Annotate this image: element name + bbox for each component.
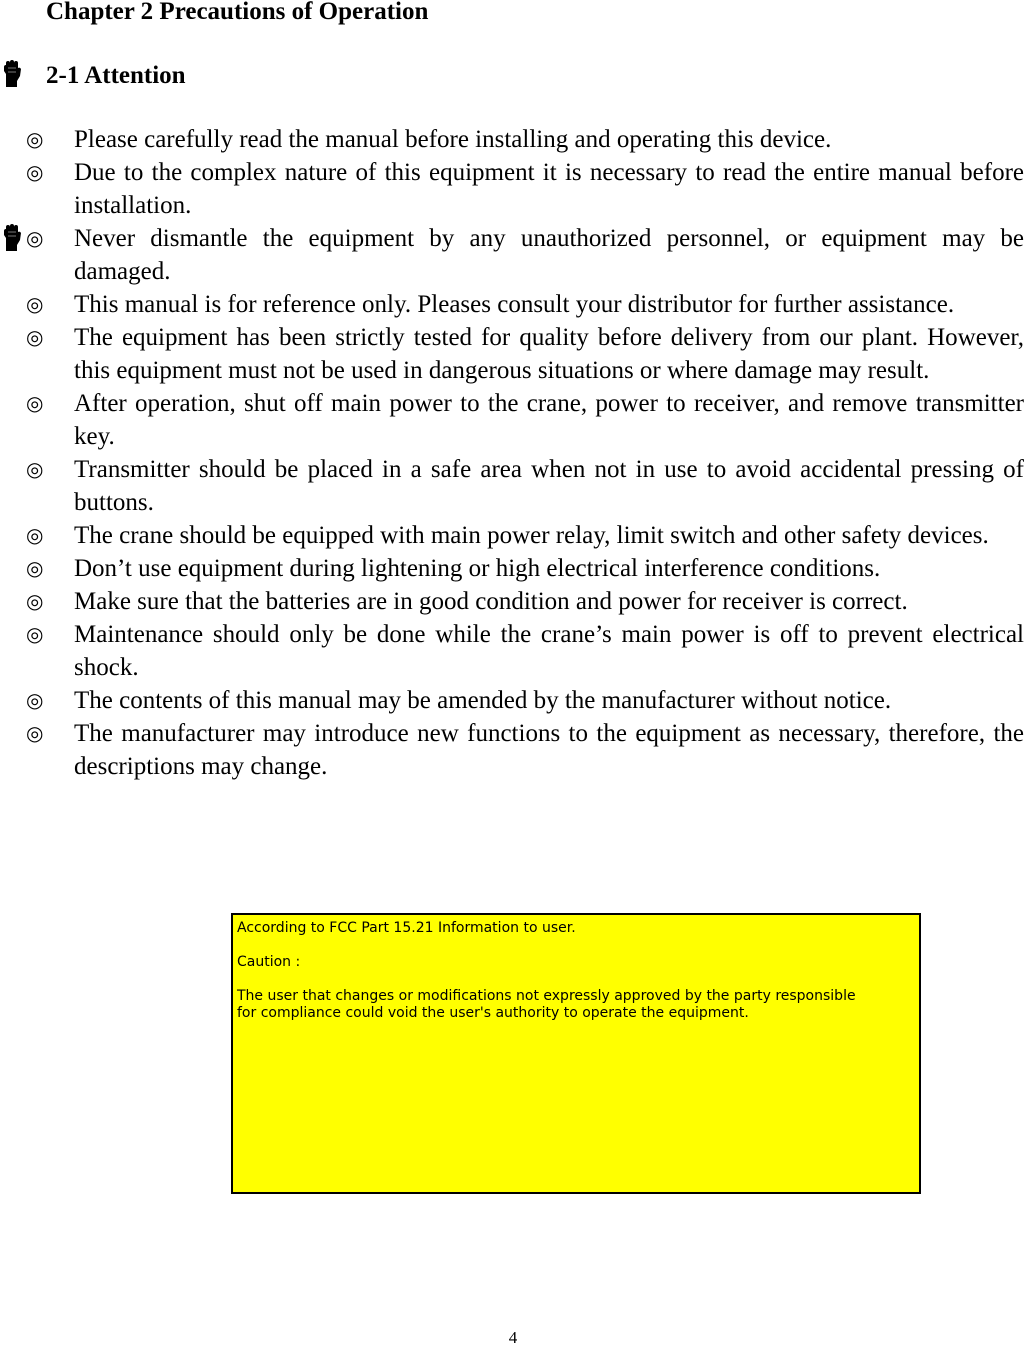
list-item <box>26 123 1024 156</box>
warning-hand-icon <box>2 60 22 88</box>
fcc-notice-box <box>231 913 921 1194</box>
list-item <box>26 684 1024 717</box>
list-item-text: Don’t use equipment during lightening or high electrical interference conditions. <box>74 555 881 582</box>
list-item-text: Make sure that the batteries are in good condition and power for receiver is correct. <box>74 588 908 615</box>
bullet-mark: ◎ <box>26 391 44 415</box>
list-item-text: Maintenance should only be done while the crane’s main power is off to prevent electrical shock. <box>74 621 1024 681</box>
fcc-caution-label: Caution : <box>237 954 301 970</box>
bullet-mark: ◎ <box>26 523 44 547</box>
list-item-text: Please carefully read the manual before installing and operating this device. <box>74 126 832 153</box>
list-item-text: After operation, shut off main power to the crane, power to receiver, and remove transmitter key. <box>74 390 1024 450</box>
attention-list <box>26 123 1024 783</box>
list-item <box>26 321 1024 387</box>
list-item-text: The manufacturer may introduce new functions to the equipment as necessary, therefore, the descriptions may change. <box>74 720 1024 780</box>
list-item <box>26 519 1024 552</box>
fcc-notice-heading: According to FCC Part 15.21 Information to user. <box>237 920 576 936</box>
bullet-mark: ◎ <box>26 160 44 184</box>
list-item <box>26 717 1024 783</box>
list-item-text: This manual is for reference only. Pleases consult your distributor for further assistance. <box>74 291 955 318</box>
list-item-text: Due to the complex nature of this equipment it is necessary to read the entire manual before installation. <box>74 159 1024 219</box>
warning-hand-icon <box>2 224 22 252</box>
list-item <box>26 618 1024 684</box>
list-item <box>26 222 1024 288</box>
list-item <box>26 387 1024 453</box>
bullet-mark: ◎ <box>26 688 44 712</box>
page-number: 4 <box>508 1328 518 1347</box>
bullet-mark: ◎ <box>26 622 44 646</box>
list-item <box>26 156 1024 222</box>
list-item-text: Transmitter should be placed in a safe area when not in use to avoid accidental pressing of buttons. <box>74 456 1024 516</box>
list-item <box>26 552 1024 585</box>
bullet-mark: ◎ <box>26 556 44 580</box>
chapter-title: Chapter 2 Precautions of Operation <box>46 0 429 25</box>
bullet-mark: ◎ <box>26 127 44 151</box>
bullet-mark: ◎ <box>26 325 44 349</box>
fcc-notice-body: The user that changes or modifications not expressly approved by the party responsible for compliance could void the user's authority to operate the equipment. <box>237 988 856 1021</box>
list-item-text: The contents of this manual may be amended by the manufacturer without notice. <box>74 687 892 714</box>
list-item <box>26 288 1024 321</box>
list-item-text: The equipment has been strictly tested for quality before delivery from our plant. However, this equipment must not be used in dangerous situations or where damage may result. <box>74 324 1024 384</box>
section-title: 2-1 Attention <box>46 62 186 89</box>
list-item-text: The crane should be equipped with main power relay, limit switch and other safety devices. <box>74 522 989 549</box>
list-item <box>26 585 1024 618</box>
bullet-mark: ◎ <box>26 721 44 745</box>
bullet-mark: ◎ <box>26 292 44 316</box>
bullet-mark: ◎ <box>26 226 44 250</box>
list-item-text: Never dismantle the equipment by any unauthorized personnel, or equipment may be damaged. <box>74 225 1024 285</box>
list-item <box>26 453 1024 519</box>
bullet-mark: ◎ <box>26 457 44 481</box>
bullet-mark: ◎ <box>26 589 44 613</box>
